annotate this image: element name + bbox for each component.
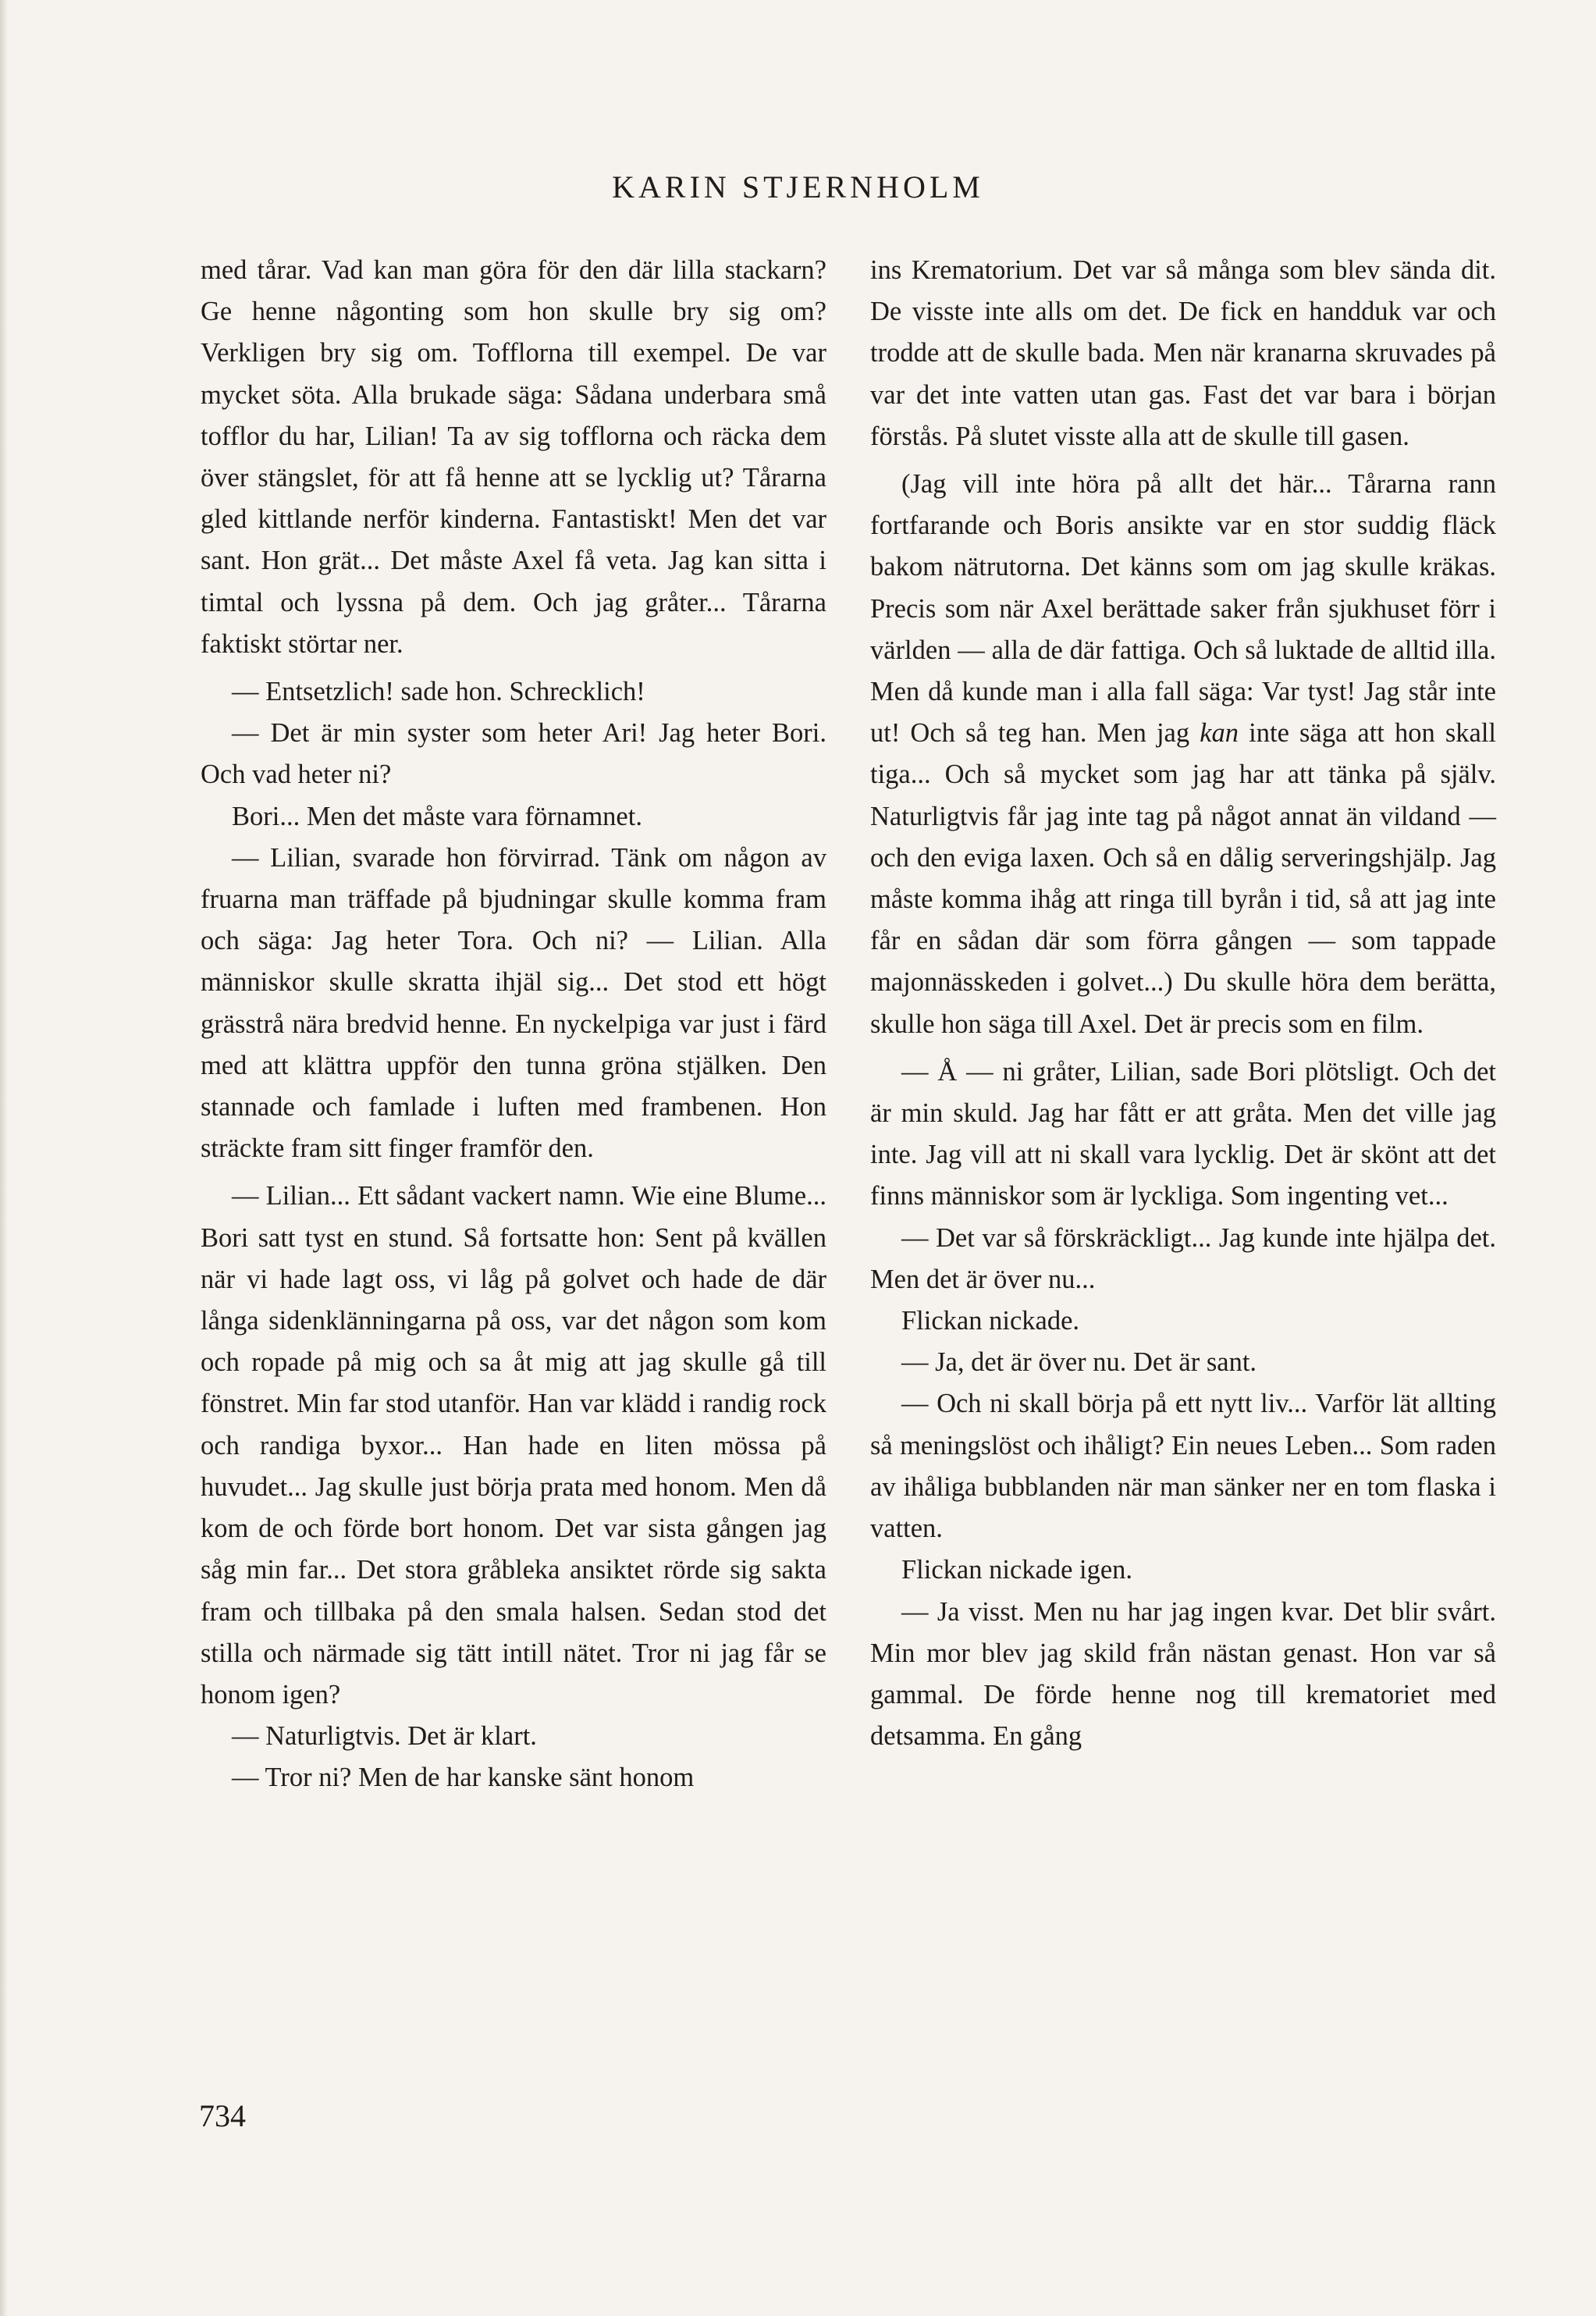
paragraph: — Ja visst. Men nu har jag ingen kvar. Det blir svårt. Min mor blev jag skild från nästan genast. Hon var så gammal. De förde henne nog till krematoriet med detsamma. En gång xyxy=(870,1596,1496,1752)
paragraph: — Lilian, svarade hon förvirrad. Tänk om någon av fruarna man träffade på bjudningar skulle komma fram och säga: Jag heter Tora. Och ni? — Lilian. Alla människor skulle skratta ihjäl sig... Det stod ett högt grässtrå nära bredvid henne. En nyckelpiga var just i färd med att klättra uppför den tunna gröna stjälken. Den stannade och famlade i luften med frambenen. Hon sträckte fram sitt finger framför den. xyxy=(201,842,826,1164)
paragraph-text: inte säga att hon skall tiga... Och så mycket som jag har att tänka på själv. Naturligtvis får jag inte tag på något annat än vildand — och den eviga laxen. Och så en dålig serveringshjälp. Jag måste komma ihåg att ringa till byrån i tid, så att jag inte får en sådan där som förra gången — som tappade majonnässkeden i golvet...) Du skulle höra dem berätta, skulle hon säga till Axel. Det är precis som en film. xyxy=(870,718,1496,1039)
paragraph: — Det var så förskräckligt... Jag kunde inte hjälpa det. Men det är över nu... xyxy=(870,1222,1496,1294)
paragraph: — Å — ni gråter, Lilian, sade Bori plötsligt. Och det är min skuld. Jag har fått er att gråta. Men det ville jag inte. Jag vill att ni skall vara lycklig. Det är skönt att det finns människor som är lyckliga. Som ingenting vet... xyxy=(870,1056,1496,1211)
paragraph: ins Krematorium. Det var så många som blev sända dit. De visste inte alls om det. De fick en handduk var och trodde att de skulle bada. Men när kranarna skruvades på var det inte vatten utan gas. Fast det var bara i början förstås. På slutet visste alla att de skulle till gasen. xyxy=(870,255,1496,451)
paragraph: — Entsetzlich! sade hon. Schrecklich! xyxy=(232,677,645,707)
page-edge xyxy=(0,0,8,2316)
emphasis: kan xyxy=(1200,718,1239,749)
paragraph-text: (Jag vill inte höra på allt det här... Tårarna rann fortfarande och Boris ansikte var en stor suddig fläck bakom nätrutorna. Det känns som om jag skulle kräkas. Precis som när Axel berättade saker från sjukhuset förr i världen — alla de där fattiga. Och så luktade de alltid illa. Men då kunde man i alla fall säga: Var tyst! Jag står inte ut! Och så teg han. Men jag xyxy=(870,469,1496,749)
paragraph: — Lilian... Ett sådant vackert namn. Wie eine Blume... Bori satt tyst en stund. Så fortsatte hon: Sent på kvällen när vi hade lagt oss, vi låg på golvet och hade de där långa sidenklänningarna på oss, var det någon som kom och ropade på mig och sa åt mig att jag skulle gå till fönstret. Min far stod utanför. Han var klädd i randig rock och randiga byxor... Han hade en liten mössa på huvudet... Jag skulle just börja prata med honom. Men då kom de och förde bort honom. Det var sista gången jag såg min far... Det stora gråbleka ansiktet rörde sig sakta fram och tillbaka på den smala halsen. Sedan stod det stilla och närmade sig tätt intill nätet. Tror ni jag får se honom igen? xyxy=(201,1181,826,1709)
paragraph: — Och ni skall börja på ett nytt liv... Varför lät allting så meningslöst och ihåligt? Ein neues Leben... Som raden av ihåliga bubblanden när man sänker ner en tom flaska i vatten. xyxy=(870,1389,1496,1544)
paragraph xyxy=(870,464,1496,1045)
paragraph: Flickan nickade igen. xyxy=(901,1555,1133,1585)
left-column xyxy=(201,250,826,1799)
paragraph: — Ja, det är över nu. Det är sant. xyxy=(901,1347,1257,1378)
paragraph: Bori... Men det måste vara förnamnet. xyxy=(232,801,642,831)
page-number: 734 xyxy=(199,2098,246,2133)
paragraph: Flickan nickade. xyxy=(901,1306,1080,1336)
paragraph: — Det är min syster som heter Ari! Jag heter Bori. Och vad heter ni? xyxy=(201,718,826,790)
paragraph: — Naturligtvis. Det är klart. xyxy=(232,1721,537,1752)
paragraph: med tårar. Vad kan man göra för den där lilla stackarn? Ge henne någonting som hon skulle bry sig om? Verkligen bry sig om. Tofflorna till exempel. De var mycket söta. Alla brukade säga: Sådana underbara små tofflor du har, Lilian! Ta av sig tofflorna och räcka dem över stängslet, för att få henne att se lycklig ut? Tårarna gled kittlande nerför kinderna. Fantastiskt! Men det var sant. Hon grät... Det måste Axel få veta. Jag kan sitta i timtal och lyssna på dem. Och jag gråter... Tårarna faktiskt störtar ner. xyxy=(201,255,826,659)
running-head: KARIN STJERNHOLM xyxy=(612,169,984,205)
right-column xyxy=(870,250,1496,1757)
paragraph: — Tror ni? Men de har kanske sänt honom xyxy=(232,1763,695,1793)
